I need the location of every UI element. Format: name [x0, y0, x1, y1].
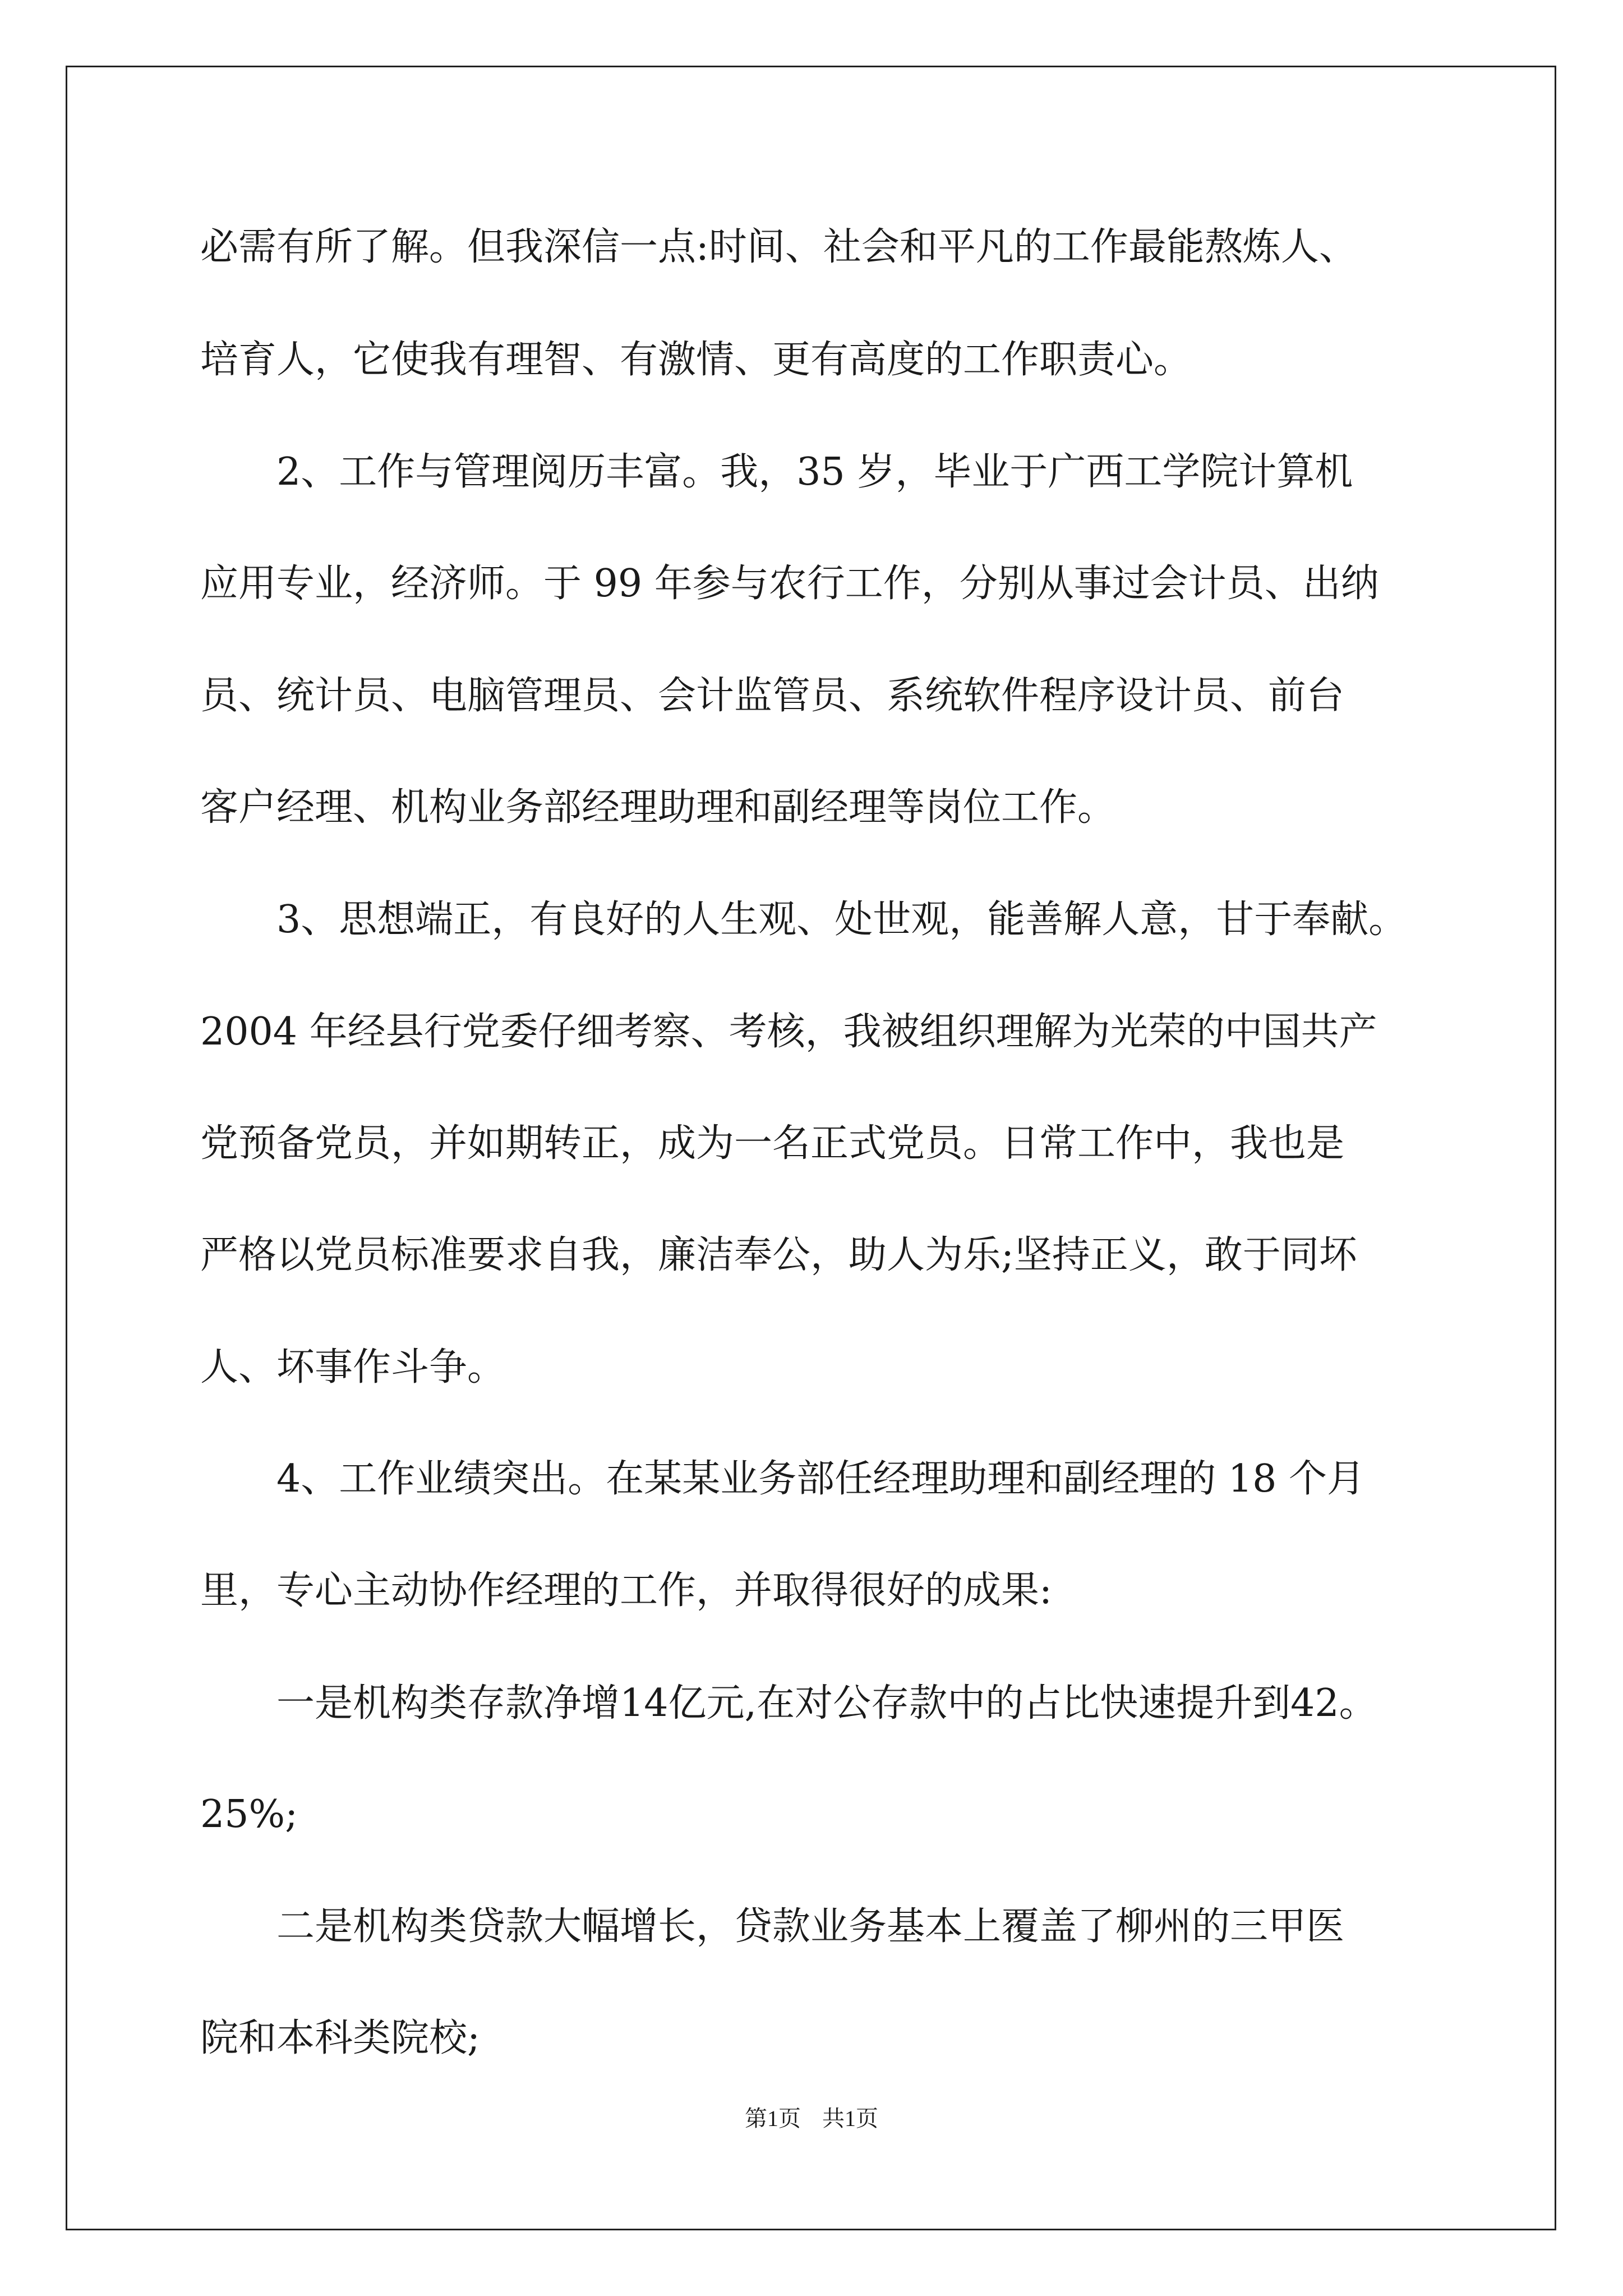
page-number: 第1页 [745, 2106, 801, 2131]
text-line: 必需有所了解。但我深信一点:时间、社会和平凡的工作最能熬炼人、 [200, 225, 1357, 269]
text-line: 人、坏事作斗争。 [200, 1345, 506, 1389]
page-footer [0, 2101, 1623, 2133]
text-line: 培育人，它使我有理智、有激情、更有高度的工作职责心。 [200, 338, 1192, 382]
text-line: 院和本科类院校; [200, 2016, 480, 2060]
text-line: 2004 年经县行党委仔细考察、考核，我被组织理解为光荣的中国共产 [200, 1010, 1377, 1054]
text-line: 客户经理、机构业务部经理助理和副经理等岗位工作。 [200, 785, 1116, 830]
text-line: 严格以党员标准要求自我，廉洁奉公，助人为乐;坚持正义，敢于同坏 [200, 1233, 1357, 1277]
text-line: 4、工作业绩突出。在某某业务部任经理助理和副经理的 18 个月 [276, 1457, 1366, 1501]
text-line: 应用专业，经济师。于 99 年参与农行工作，分别从事过会计员、出纳 [200, 562, 1379, 606]
text-line: 3、思想端正，有良好的人生观、处世观，能善解人意，甘于奉献。 [276, 898, 1407, 942]
text-line: 一是机构类存款净增14亿元,在对公存款中的占比快速提升到42。 [276, 1681, 1377, 1726]
text-line: 里，专心主动协作经理的工作，并取得很好的成果: [200, 1568, 1052, 1613]
text-line: 员、统计员、电脑管理员、会计监管员、系统软件程序设计员、前台 [200, 674, 1345, 718]
text-line: 25%; [200, 1792, 298, 1837]
text-line: 2、工作与管理阅历丰富。我，35 岁，毕业于广西工学院计算机 [276, 450, 1353, 494]
text-line: 二是机构类贷款大幅增长，贷款业务基本上覆盖了柳州的三甲医 [276, 1904, 1345, 1949]
text-line: 党预备党员，并如期转正，成为一名正式党员。日常工作中，我也是 [200, 1121, 1345, 1166]
total-pages: 共1页 [822, 2106, 878, 2131]
